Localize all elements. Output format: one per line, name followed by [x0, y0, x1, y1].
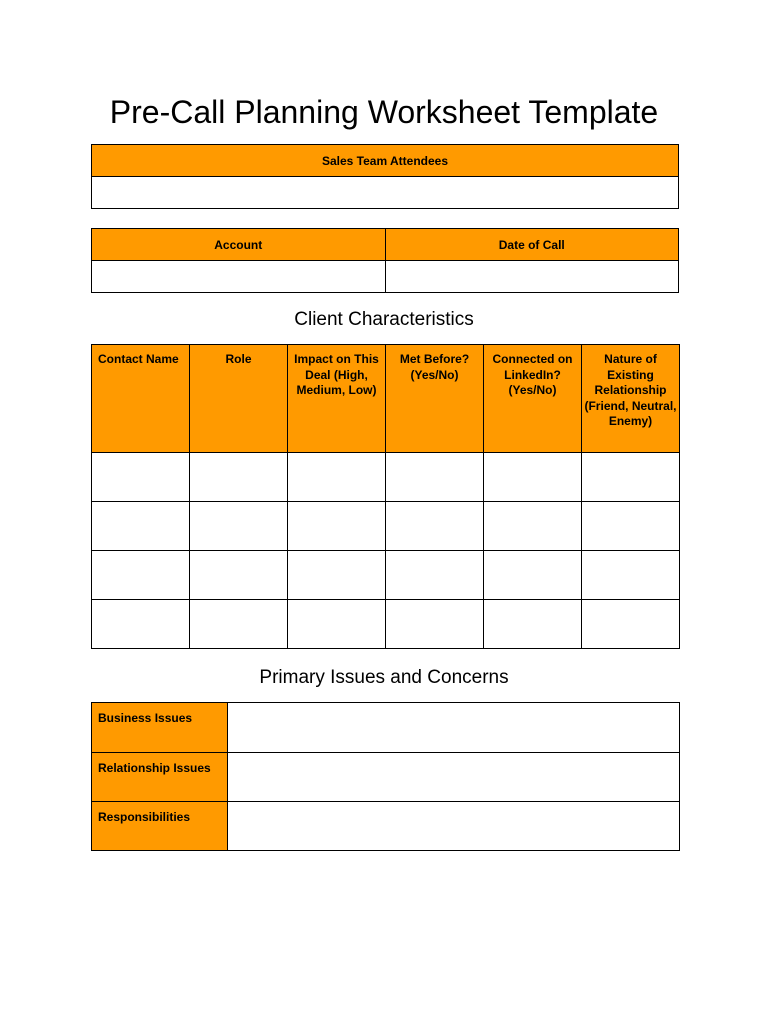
table-cell[interactable] — [92, 502, 190, 551]
table-row — [92, 502, 680, 551]
table-row — [92, 703, 680, 753]
table-cell[interactable] — [92, 453, 190, 502]
table-cell[interactable] — [484, 600, 582, 649]
table-row — [92, 753, 680, 802]
business-issues-field[interactable] — [228, 703, 680, 753]
primary-issues-table — [91, 702, 680, 851]
table-row — [92, 453, 680, 502]
table-cell[interactable] — [386, 502, 484, 551]
responsibilities-label: Responsibilities — [92, 802, 228, 851]
table-cell[interactable] — [582, 502, 680, 551]
responsibilities-field[interactable] — [228, 802, 680, 851]
table-row — [92, 551, 680, 600]
table-cell[interactable] — [190, 551, 288, 600]
table-cell[interactable] — [288, 600, 386, 649]
table-cell[interactable] — [288, 502, 386, 551]
client-characteristics-table — [91, 344, 680, 649]
date-of-call-field[interactable] — [385, 261, 679, 293]
table-cell[interactable] — [582, 600, 680, 649]
impact-column-header: Impact on This Deal (High, Medium, Low) — [288, 345, 386, 453]
table-cell[interactable] — [288, 551, 386, 600]
account-date-table — [91, 228, 679, 293]
page-title: Pre-Call Planning Worksheet Template — [109, 94, 659, 130]
role-column-header: Role — [190, 345, 288, 453]
relationship-issues-label: Relationship Issues — [92, 753, 228, 802]
met-before-column-header: Met Before? (Yes/No) — [386, 345, 484, 453]
table-cell[interactable] — [386, 453, 484, 502]
table-cell[interactable] — [484, 551, 582, 600]
table-cell[interactable] — [484, 502, 582, 551]
table-cell[interactable] — [386, 551, 484, 600]
date-of-call-header: Date of Call — [385, 229, 679, 261]
table-cell[interactable] — [484, 453, 582, 502]
table-cell[interactable] — [190, 502, 288, 551]
attendees-field[interactable] — [92, 177, 679, 209]
table-cell[interactable] — [386, 600, 484, 649]
table-cell[interactable] — [92, 551, 190, 600]
linkedin-column-header: Connected on LinkedIn? (Yes/No) — [484, 345, 582, 453]
contact-name-column-header: Contact Name — [92, 345, 190, 453]
table-cell[interactable] — [92, 600, 190, 649]
table-cell[interactable] — [582, 551, 680, 600]
table-row — [92, 802, 680, 851]
relationship-issues-field[interactable] — [228, 753, 680, 802]
table-cell[interactable] — [582, 453, 680, 502]
table-cell[interactable] — [288, 453, 386, 502]
attendees-header: Sales Team Attendees — [92, 145, 679, 177]
client-characteristics-title: Client Characteristics — [294, 309, 474, 330]
attendees-table — [91, 144, 679, 209]
primary-issues-title: Primary Issues and Concerns — [259, 667, 509, 688]
account-header: Account — [92, 229, 386, 261]
table-cell[interactable] — [190, 600, 288, 649]
table-row — [92, 600, 680, 649]
business-issues-label: Business Issues — [92, 703, 228, 753]
account-field[interactable] — [92, 261, 386, 293]
table-cell[interactable] — [190, 453, 288, 502]
relationship-column-header: Nature of Existing Relationship (Friend, Neutral, Enemy) — [582, 345, 680, 453]
